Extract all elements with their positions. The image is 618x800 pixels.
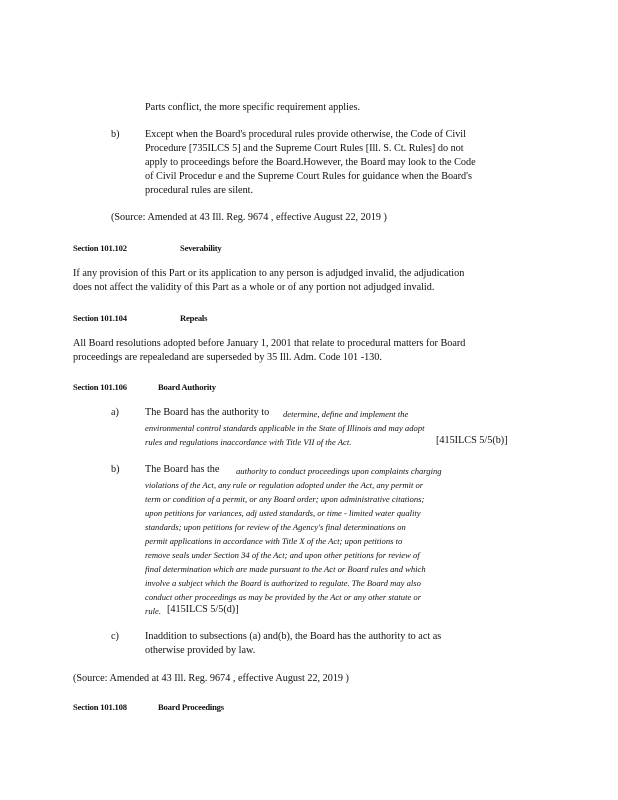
- item-b-line: procedural rules are silent.: [145, 185, 254, 196]
- item-label-b2: b): [111, 464, 120, 475]
- repeals-line: All Board resolutions adopted before January 1, 2001 that relate to procedural matters for Board: [73, 338, 466, 349]
- item-b2-italic: standards; upon petitions for review of the Agency's final determinations on: [145, 522, 406, 532]
- item-a-italic: rules and regulations inaccordance with Title VII of the Act.: [145, 437, 352, 447]
- item-b2-italic: term or condition of a permit, or any Board order; upon administrative citations;: [145, 494, 425, 504]
- item-label-a: a): [111, 407, 119, 418]
- section-number: Section 101.102: [73, 243, 127, 253]
- item-b2-italic: permit applications in accordance with Title X of the Act; upon petitions to: [145, 536, 403, 546]
- item-c-line: otherwise provided by law.: [145, 645, 256, 656]
- section-title: Severability: [180, 243, 222, 253]
- item-b2-italic: violations of the Act, any rule or regulation adopted under the Act, any permit or: [145, 480, 424, 490]
- item-a-lead: The Board has the authority to: [145, 407, 270, 418]
- item-b2-italic: remove seals under Section 34 of the Act; and upon other petitions for review of: [145, 550, 420, 560]
- section-number: Section 101.106: [73, 382, 127, 392]
- section-number: Section 101.104: [73, 313, 127, 323]
- item-a-italic: environmental control standards applicable in the State of Illinois and may adopt: [145, 423, 425, 433]
- section-title: Repeals: [180, 313, 208, 323]
- item-b2-italic: authority to conduct proceedings upon complaints charging: [236, 466, 442, 476]
- source-note: (Source: Amended at 43 Ill. Reg. 9674 , effective August 22, 2019 ): [73, 673, 349, 684]
- item-b-line: Procedure [735ILCS 5] and the Supreme Court Rules [Ill. S. Ct. Rules] do not: [145, 143, 464, 154]
- item-b2-citation: [415ILCS 5/5(d)]: [167, 604, 239, 615]
- item-c-line: Inaddition to subsections (a) and(b), the Board has the authority to act as: [145, 631, 442, 642]
- section-title: Board Authority: [158, 382, 216, 392]
- severability-line: does not affect the validity of this Part as a whole or of any portion not adjudged invalid.: [73, 282, 435, 293]
- source-note: (Source: Amended at 43 Ill. Reg. 9674 , effective August 22, 2019 ): [111, 212, 387, 223]
- item-b2-italic: involve a subject which the Board is authorized to regulate. The Board may also: [145, 578, 421, 588]
- item-b2-italic: upon petitions for variances, adj usted standards, or time - limited water quality: [145, 508, 421, 518]
- item-a-citation: [415ILCS 5/5(b)]: [436, 435, 508, 446]
- item-b2-italic: rule.: [145, 606, 161, 616]
- item-b-line: Except when the Board's procedural rules provide otherwise, the Code of Civil: [145, 129, 466, 140]
- severability-line: If any provision of this Part or its application to any person is adjudged invalid, the adjudication: [73, 268, 465, 279]
- section-number: Section 101.108: [73, 702, 127, 712]
- item-label-c: c): [111, 631, 119, 642]
- item-label-b: b): [111, 129, 120, 140]
- item-b2-lead: The Board has the: [145, 464, 220, 475]
- item-a-italic: determine, define and implement the: [283, 409, 409, 419]
- section-title: Board Proceedings: [158, 702, 224, 712]
- repeals-line: proceedings are repealedand are superseded by 35 Ill. Adm. Code 101 -130.: [73, 352, 382, 363]
- item-b-line: of Civil Procedur e and the Supreme Court Rules for guidance when the Board's: [145, 171, 472, 182]
- item-b2-italic: conduct other proceedings as may be provided by the Act or any other statute or: [145, 592, 422, 602]
- item-b2-italic: final determination which are made pursuant to the Act or Board rules and which: [145, 564, 426, 574]
- paragraph-text: Parts conflict, the more specific requirement applies.: [145, 102, 360, 113]
- item-b-line: apply to proceedings before the Board.However, the Board may look to the Code: [145, 157, 476, 168]
